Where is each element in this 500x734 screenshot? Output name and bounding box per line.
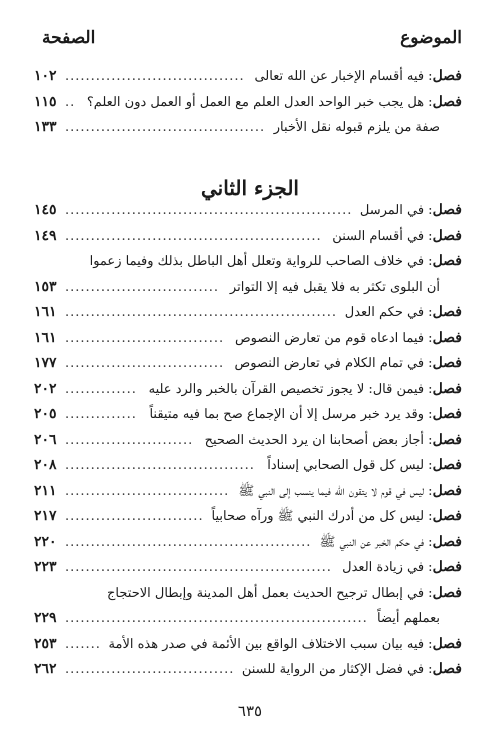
toc-entry [34, 198, 462, 224]
entry-label: فصل [432, 635, 462, 652]
entry-label: فصل [432, 227, 462, 244]
entry-text: فصل: فيمن قال: لا يجوز تخصيص القرآن بالخبر والرد عليه [148, 380, 462, 397]
entry-list-top [34, 64, 462, 141]
entry-text: فصل: ليس في قوم لا يتقون الله فيما ينسب إلى النبي ﷺ [238, 482, 462, 499]
entry-label: فصل [432, 661, 462, 677]
toc-entry [34, 115, 462, 141]
toc-entry [34, 504, 462, 530]
entry-title: في حكم العدل [344, 305, 425, 320]
leader-dots: ..................................... [65, 458, 255, 473]
entry-text: فصل: ليس كل من أدرك النبي ﷺ ورآه صحابياً [211, 508, 462, 524]
toc-entry [34, 90, 462, 116]
entry-page-number: ٢٦٢ [34, 661, 57, 677]
entry-title: فيما ادعاه قوم من تعارض النصوص [234, 330, 425, 346]
entry-page-number: ٢١٧ [34, 508, 57, 524]
leader-dots: ............................... [65, 356, 225, 371]
entry-page-number: ١١٥ [34, 93, 57, 110]
entry-page-number: ٢٢٣ [34, 559, 57, 575]
leader-dots: ........................................................... [65, 611, 368, 626]
entry-page-number: ١٧٧ [34, 355, 57, 371]
entry-page-number: ٢٠٥ [34, 406, 57, 422]
toc-entry [34, 479, 462, 505]
toc-entry [34, 377, 462, 403]
entry-page-number: ٢١١ [34, 482, 57, 499]
entry-title: أجاز بعض أصحابنا ان يرد الحديث الصحيح [204, 432, 425, 448]
entry-title: في تمام الكلام في تعارض النصوص [234, 356, 425, 371]
entry-label: فصل [432, 329, 462, 346]
entry-page-number: ١٦١ [34, 304, 57, 320]
entry-title: فيه بيان سبب الاختلاف الواقع بين الأئمة في صدر هذه الأمة [108, 636, 425, 652]
entry-text: فصل: في حكم الخبر عن النبي ﷺ [319, 533, 462, 550]
entry-title: ليس كل من أدرك النبي ﷺ ورآه صحابياً [211, 509, 425, 524]
entry-page-number: ١٣٣ [34, 119, 57, 135]
entry-text: فصل: فيه بيان سبب الاختلاف الواقع بين الأئمة في صدر هذه الأمة [108, 635, 462, 652]
toc-entry [34, 632, 462, 658]
entry-text: فصل: في المرسل [359, 202, 462, 218]
entry-label: فصل [432, 253, 462, 269]
entry-title: في المرسل [359, 203, 425, 218]
leader-dots: .................................................... [65, 560, 332, 575]
entry-text: فصل: في زيادة العدل [342, 559, 462, 575]
toc-entry [34, 453, 462, 479]
entry-text: فصل: أجاز بعض أصحابنا ان يرد الحديث الصحيح [204, 431, 462, 448]
entry-title: في حكم الخبر عن النبي ﷺ [319, 534, 425, 550]
entry-title: في إبطال ترجيح الحديث بعمل أهل المدينة وإبطال الاحتجاج [107, 585, 425, 601]
entry-page-number: ٢٠٦ [34, 431, 57, 448]
leader-dots: ........................... [65, 509, 204, 524]
topic-column-header: الموضوع [400, 28, 462, 48]
entry-text [377, 606, 440, 632]
entry-title: ليس في قوم لا يتقون الله فيما ينسب إلى النبي ﷺ [238, 483, 425, 499]
toc-entry [34, 275, 462, 301]
toc-entry [34, 224, 462, 250]
toc-entry [34, 530, 462, 556]
toc-entry [34, 428, 462, 454]
entry-text: فصل: فيما ادعاه قوم من تعارض النصوص [234, 329, 462, 346]
entry-title: فيمن قال: لا يجوز تخصيص القرآن بالخبر والرد عليه [148, 381, 425, 397]
leader-dots: ......................... [65, 432, 194, 448]
entry-label: فصل [432, 533, 462, 550]
entry-label: فصل [432, 304, 462, 320]
entry-title: في أقسام السنن [332, 228, 425, 244]
toc-entry [34, 657, 462, 683]
leader-dots: .............................. [65, 279, 219, 295]
entry-title: ليس كل قول الصحابي إسناداً [267, 458, 425, 473]
entry-title: في فضل الإكثار من الرواية للسنن [241, 662, 425, 677]
entry-title: في زيادة العدل [342, 560, 425, 575]
toc-entry [34, 555, 462, 581]
leader-dots: .............. [65, 381, 137, 397]
entry-label: فصل [432, 431, 462, 448]
entry-label: فصل [432, 380, 462, 397]
entry-title: هل يجب خبر الواحد العدل العلم مع العمل أو العمل دون العلم؟ [86, 94, 425, 110]
part-title: الجزء الثاني [201, 176, 299, 200]
entry-text: فصل: ليس كل قول الصحابي إسناداً [267, 457, 462, 473]
page-column-header: الصفحة [42, 28, 96, 48]
entry-text: فصل: في تمام الكلام في تعارض النصوص [234, 355, 462, 371]
entry-title: وقد يرد خبر مرسل إلا أن الإجماع صح بما فيه متيقناً [149, 407, 425, 422]
entry-label: فصل [432, 508, 462, 524]
entry-page-number: ١٥٣ [34, 278, 57, 295]
entry-label: فصل [432, 93, 462, 110]
entry-title: في خلاف الصاحب للرواية وتعلل أهل الباطل بذلك وفيما زعموا [89, 254, 425, 269]
entry-label: فصل [432, 68, 462, 84]
leader-dots: ....... [65, 636, 101, 652]
toc-entry [34, 402, 462, 428]
leader-dots: ..................................................... [65, 305, 338, 320]
entry-page-number: ٢٥٣ [34, 635, 57, 652]
entry-label: فصل [432, 355, 462, 371]
toc-entry [34, 300, 462, 326]
leader-dots: ........................................................ [65, 203, 353, 218]
entry-text: فصل: في خلاف الصاحب للرواية وتعلل أهل الباطل بذلك وفيما زعموا [89, 253, 462, 269]
entry-page-number: ١٠٢ [34, 68, 57, 84]
entry-page-number: ٢٠٢ [34, 380, 57, 397]
leader-dots: .. [65, 94, 76, 110]
entry-page-number: ٢٠٨ [34, 457, 57, 473]
entry-page-number: ١٤٥ [34, 202, 57, 218]
entry-text: فصل: وقد يرد خبر مرسل إلا أن الإجماع صح بما فيه متيقناً [149, 406, 462, 422]
entry-page-number: ٢٢٠ [34, 533, 57, 550]
entry-label: فصل [432, 559, 462, 575]
leader-dots: .............. [65, 407, 137, 422]
entry-text: فصل: هل يجب خبر الواحد العدل العلم مع العمل أو العمل دون العلم؟ [86, 93, 462, 110]
entry-title: أن البلوى تكثر به فلا يقبل فيه إلا التواتر [229, 279, 440, 295]
leader-dots: ................................ [65, 483, 230, 499]
entry-text: فصل: في أقسام السنن [332, 227, 462, 244]
leader-dots: ................................. [65, 662, 235, 677]
entry-list-part2 [34, 198, 462, 683]
leader-dots: ................................................ [65, 534, 312, 550]
leader-dots: ................................... [65, 69, 245, 84]
entry-text [274, 115, 440, 141]
entry-text [230, 275, 440, 301]
entry-text: فصل: في فضل الإكثار من الرواية للسنن [241, 661, 462, 677]
toc-entry [34, 606, 462, 632]
entry-page-number: ١٤٩ [34, 227, 57, 244]
entry-title: بعملهم أيضاً [377, 611, 440, 626]
entry-text: فصل: فيه أقسام الإخبار عن الله تعالى [254, 68, 462, 84]
leader-dots: .................................................. [65, 228, 322, 244]
toc-entry [34, 351, 462, 377]
toc-entry [34, 326, 462, 352]
entry-label: فصل [432, 482, 462, 499]
entry-page-number: ١٦١ [34, 329, 57, 346]
toc-entry [34, 64, 462, 90]
footer-page-number: ٦٣٥ [237, 702, 263, 720]
entry-text: فصل: في حكم العدل [344, 304, 462, 320]
entry-label: فصل [432, 406, 462, 422]
entry-page-number: ٢٢٩ [34, 610, 57, 626]
entry-label: فصل [432, 457, 462, 473]
entry-title: فيه أقسام الإخبار عن الله تعالى [254, 69, 425, 84]
leader-dots: ............................... [65, 330, 225, 346]
leader-dots: ....................................... [65, 120, 266, 135]
entry-text: فصل: في إبطال ترجيح الحديث بعمل أهل المدينة وإبطال الاحتجاج [107, 584, 462, 601]
toc-entry [34, 249, 462, 275]
entry-label: فصل [432, 202, 462, 218]
toc-entry [34, 581, 462, 607]
entry-label: فصل [432, 584, 462, 601]
entry-title: صفة من يلزم قبوله نقل الأخبار [273, 120, 440, 135]
